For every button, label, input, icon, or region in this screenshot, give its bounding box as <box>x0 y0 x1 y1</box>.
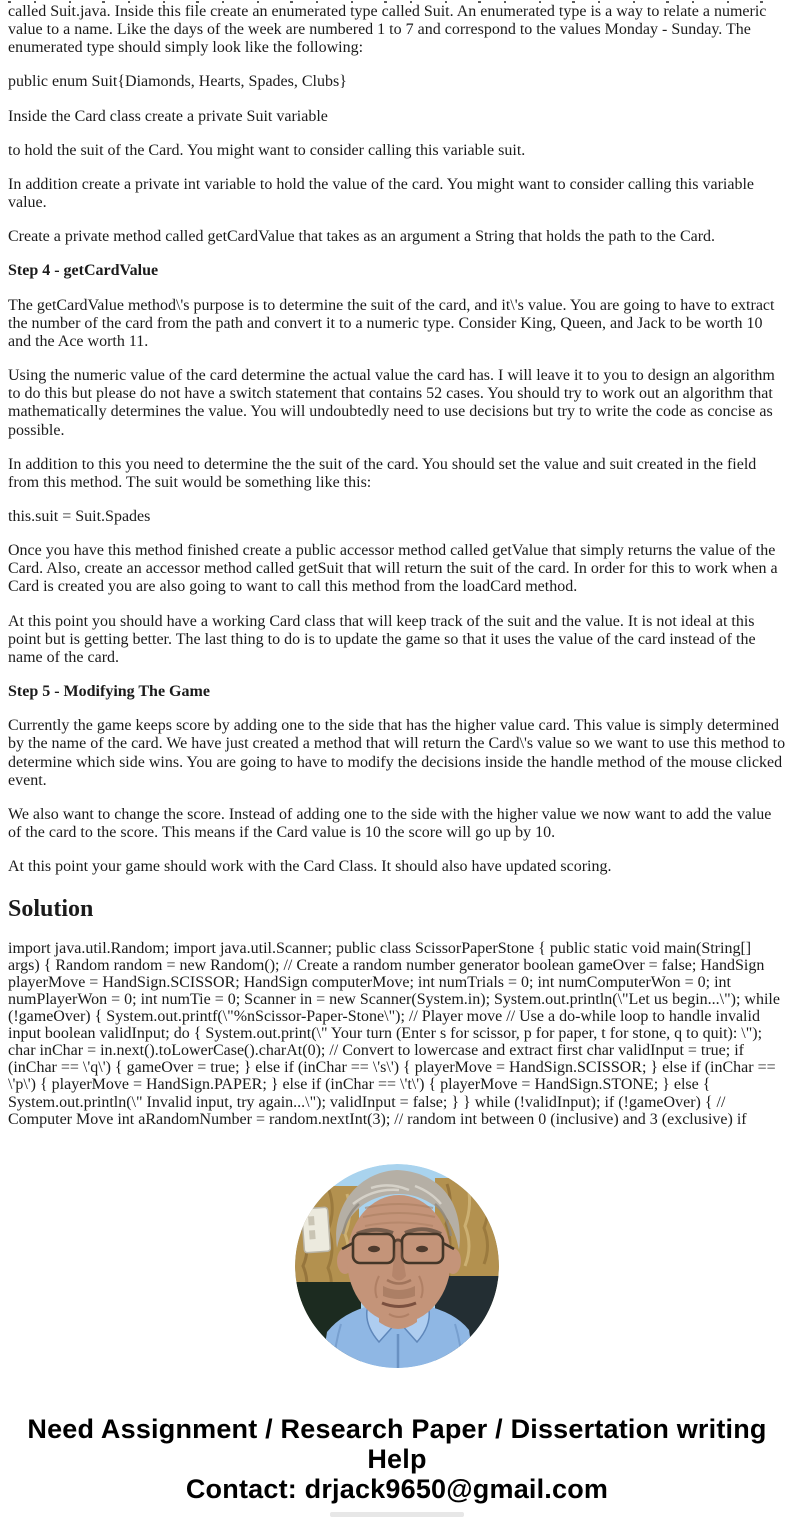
paragraph: Using the numeric value of the card determine the actual value the card has. I will leave it to you to design an algorithm to do this but please do not have a switch statement that contains 52 cases. You should try to work out an algorithm that mathematically determines the value. You will undoubtedly need to use decisions but try to write the code as concise as possible. <box>8 367 775 439</box>
step-4-heading: Step 4 - getCardValue <box>8 262 159 280</box>
paragraph: In addition create a private int variable to hold the value of the card. You might want to consider calling this variable value. <box>8 175 754 212</box>
wall-switch-plate <box>301 1207 330 1253</box>
solution-heading: Solution <box>8 896 94 923</box>
paragraph: called Suit.java. Inside this file create an enumerated type called Suit. An enumerated type is a way to relate a numeric value to a name. Like the days of the week are numbered 1 to 7 and correspond to the values Monday - Sunday. The enumerated type should simply look like the following: <box>8 3 767 57</box>
footer-contact-email: Contact: drjack9650@gmail.com <box>185 1473 609 1504</box>
solution-code-paragraph: import java.util.Random; import java.util.Scanner; public class ScissorPaperStone { public static void main(String[] args) { Random random = new Random(); // Create a random number generator boolean gameOver = false; HandSign playerMove = HandSign.SCISSOR; HandSign computerMove; int numTrials = 0; int numComputerWon = 0; int numPlayerWon = 0; int numTie = 0; Scanner in = new Scanner(System.in); System.out.println(\"Let us begin...\"); while (!gameOver) { System.out.printf(\"%nScissor-Paper-Stone\"); // Player move // Use a do-while loop to handle invalid input boolean validInput; do { System.out.print(\" Your turn (Enter s for scissor, p for paper, t for stone, q to quit): \"); char inChar = in.next().toLowerCase().charAt(0); // Convert to lowercase and extract first char validInput = true; if (inChar == \'q\') { gameOver = true; } else if (inChar == \'s\') { playerMove = HandSign.SCISSOR; } else if (inChar == \'p\') { playerMove = HandSign.PAPER; } else if (inChar == \'t\') { playerMove = HandSign.STONE; } else { System.out.println(\" Invalid input, try again...\"); validInput = false; } } while (!validInput); if (!gameOver) { // Computer Move int aRandomNumber = random.nextInt(3); // random int between 0 (inclusive) and 3 (exclusive) if <box>8 939 780 1128</box>
code-snippet-line: public enum Suit{Diamonds, Hearts, Spades, Clubs} <box>8 73 347 91</box>
faint-divider-fragment <box>330 1512 464 1517</box>
paragraph: to hold the suit of the Card. You might want to consider calling this variable suit. <box>8 141 526 159</box>
code-snippet-line: this.suit = Suit.Spades <box>8 507 151 525</box>
paragraph: We also want to change the score. Instead of adding one to the side with the higher value we now want to add the value of the card to the score. This means if the Card value is 10 the score will go up by 10. <box>8 805 772 841</box>
paragraph: In addition to this you need to determine the the suit of the card. You should set the value and suit created in the field from this method. The suit would be something like this: <box>8 455 757 491</box>
paragraph: The getCardValue method\'s purpose is to determine the suit of the card, and it\'s value. You are going to have to extract the number of the card from the path and convert it to a numeric type. Consider King, Queen, and Jack to be worth 10 and the Ace worth 11. <box>8 296 775 350</box>
clipped-text-fragments <box>8 1 768 3</box>
paragraph: Create a private method called getCardValue that takes as an argument a String that holds the path to the Card. <box>8 228 716 246</box>
profile-photo-section <box>8 1164 786 1368</box>
paragraph: Once you have this method finished create a public accessor method called getValue that simply returns the value of the Card. Also, create an accessor method called getSuit that will return the suit of the card. In order for this to work when a Card is created you are also going to want to call this method from the loadCard method. <box>8 542 778 596</box>
paragraph: Inside the Card class create a private Suit variable <box>8 107 328 125</box>
paragraph: At this point your game should work with the Card Class. It should also have updated scoring. <box>8 858 612 876</box>
footer-banner <box>8 1414 786 1504</box>
portrait-photo <box>295 1164 499 1368</box>
step-5-heading: Step 5 - Modifying The Game <box>8 683 210 701</box>
paragraph: Currently the game keeps score by adding one to the side that has the higher value card. This value is simply determined by the name of the card. We have just created a method that will return the Card\'s value so we want to use this method to determine which side wins. You are going to have to modify the decisions inside the handle method of the mouse clicked event. <box>8 717 786 789</box>
profile-photo <box>295 1164 499 1368</box>
paragraph: At this point you should have a working Card class that will keep track of the suit and the value. It is not ideal at this point but is getting better. The last thing to do is to update the game so that it uses the value of the card instead of the name of the card. <box>8 612 756 666</box>
clipped-previous-line <box>8 0 786 3</box>
footer-help-text: Need Assignment / Research Paper / Dissertation writing Help <box>27 1413 767 1474</box>
